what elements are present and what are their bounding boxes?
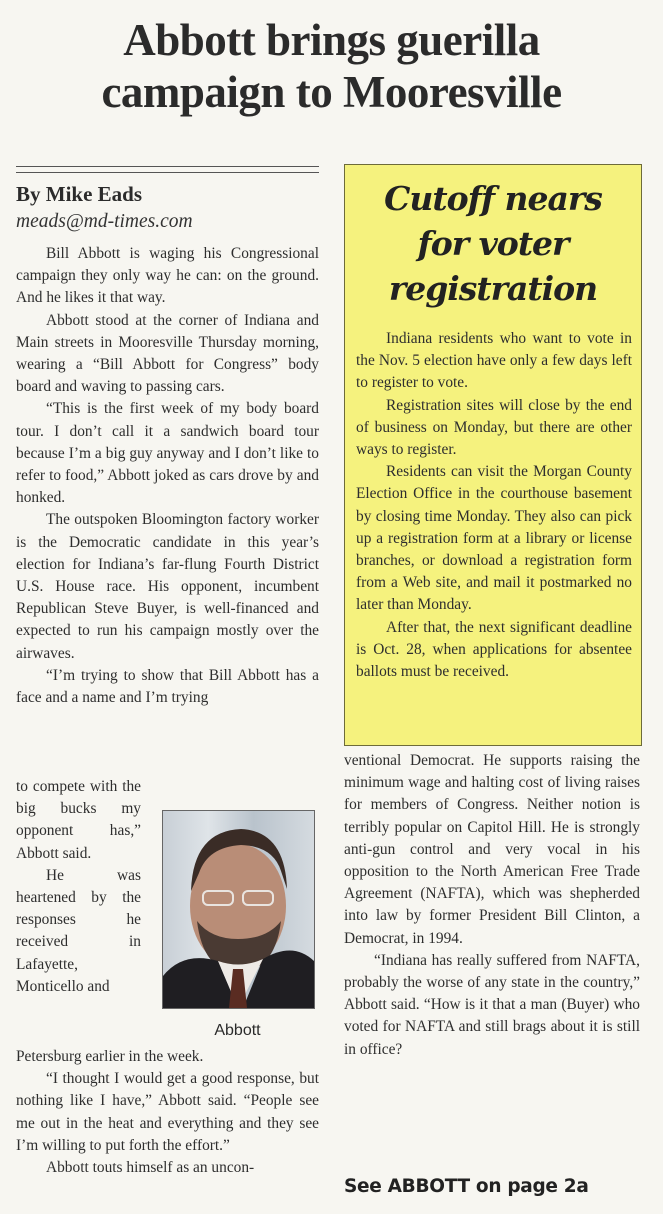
article-paragraph: The outspoken Bloomington factory worker is the Democratic candidate in this year’s election for Indiana’s far-flung Fourth District U.S. House race. His opponent, incumbent Republican Steve Buyer, is well-financed and expected to run his campaign mostly over the airwaves.	[16, 511, 319, 662]
sidebar-paragraph: Registration sites will close by the end of business on Monday, but there are other ways to register.	[356, 396, 632, 459]
abbott-photo	[162, 810, 315, 1009]
article-paragraph: to compete with the big bucks my opponent has,” Abbott said.	[16, 778, 141, 862]
article-paragraph: ventional Democrat. He supports raising the minimum wage and halting cost of living raises for members of Congress. Neither notion is terribly popular on Capitol Hill. He is strongly anti-gun control and very vocal in his opposition to the North American Free Trade Agreement (NAFTA), which was shepherded into law by former President Bill Clinton, a Democrat, in 1994.	[344, 752, 640, 947]
portrait-illustration	[163, 811, 314, 1008]
sidebar-paragraph: After that, the next significant deadline is Oct. 28, when applications for absentee ballots must be received.	[356, 618, 632, 681]
article-paragraph: Abbott touts himself as an uncon-	[46, 1159, 255, 1177]
sidebar-title-line: registration	[388, 269, 598, 308]
sidebar-paragraph: Indiana residents who want to vote in the Nov. 5 election have only a few days left to register to vote.	[356, 330, 632, 392]
sidebar-body	[356, 328, 632, 683]
article-paragraph: Bill Abbott is waging his Congressional campaign they only way he can: on the ground. And he likes it that way.	[16, 245, 319, 307]
byline-rule-top	[16, 166, 319, 167]
jump-line[interactable]: See ABBOTT on page 2a	[344, 1176, 589, 1197]
article-paragraph: “I’m trying to show that Bill Abbott has a face and a name and I’m trying	[16, 666, 319, 707]
article-paragraph: Petersburg earlier in the week.	[16, 1048, 204, 1065]
article-paragraph: “This is the first week of my body board tour. I don’t call it a sandwich board tour because I’m a big guy anyway and I don’t like to refer to food,” Abbott joked as cars drove by and honked.	[16, 400, 319, 507]
headline	[0, 14, 663, 118]
sidebar-title	[344, 176, 642, 311]
article-paragraph: “I thought I would get a good response, but nothing like I have,” Abbott said. “People see me out in the heat and everything and they see I’m willing to put forth the effort.”	[16, 1070, 319, 1154]
article-paragraph: He was heartened by the responses he received in Lafayette, Monticello and	[16, 866, 141, 995]
sidebar-title-line: Cutoff nears	[384, 179, 602, 218]
article-paragraph: “Indiana has really suffered from NAFTA, probably the worse of any state in the country,” Abbott said. “How is it that a man (Buyer) who voted for NAFTA and still brags about it is still in office?	[344, 951, 640, 1058]
byline-email[interactable]: meads@md-times.com	[16, 211, 193, 232]
photo-caption: Abbott	[214, 1022, 261, 1039]
byline-author: By Mike Eads	[16, 182, 143, 206]
article-paragraph: Abbott stood at the corner of Indiana and Main streets in Mooresville Thursday morning, wearing a “Bill Abbott for Congress” body board and waving to passing cars.	[16, 311, 319, 396]
article-left-column-bottom	[16, 1046, 319, 1179]
article-left-column-top	[16, 243, 319, 709]
sidebar-title-line: for voter	[417, 224, 569, 263]
article-right-column	[344, 750, 640, 1061]
headline-line-2: campaign to Mooresville	[101, 67, 562, 117]
headline-line-1: Abbott brings guerilla	[123, 15, 540, 65]
article-wrap-text	[16, 776, 141, 998]
byline-rule-bottom	[16, 172, 319, 173]
sidebar-paragraph: Residents can visit the Morgan County Election Office in the courthouse basement by closing time Monday. They also can pick up a registration form at a library or license branches, or download a registration form from a Web site, and mail it postmarked no later than Monday.	[356, 463, 632, 614]
